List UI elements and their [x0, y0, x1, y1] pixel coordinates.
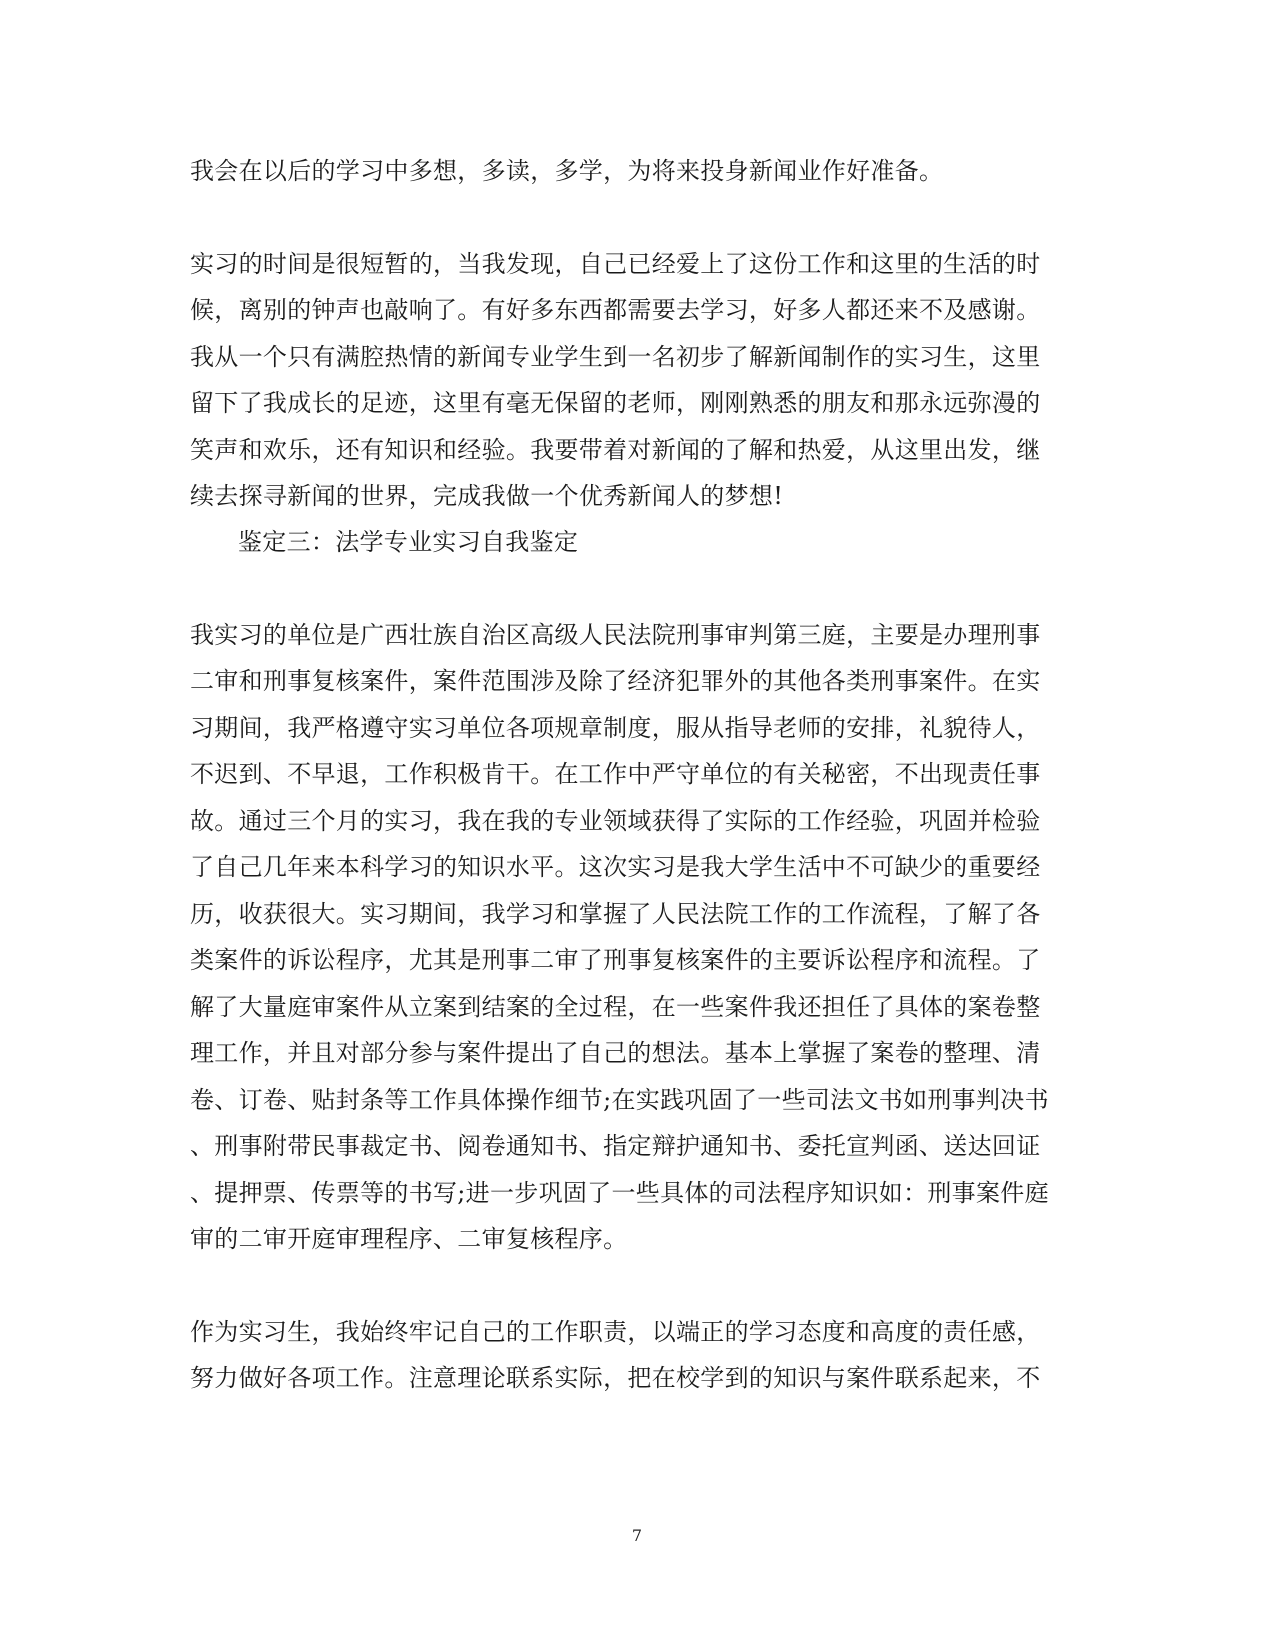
- paragraph-3-line: 习期间，我严格遵守实习单位各项规章制度，服从指导老师的安排，礼貌待人，: [190, 714, 1041, 742]
- paragraph-3-line: 、提押票、传票等的书写;进一步巩固了一些具体的司法程序知识如：刑事案件庭: [190, 1179, 1049, 1207]
- paragraph-2-line: 实习的时间是很短暂的，当我发现，自己已经爱上了这份工作和这里的生活的时: [190, 250, 1041, 278]
- paragraph-3-line: 类案件的诉讼程序，尤其是刑事二审了刑事复核案件的主要诉讼程序和流程。了: [190, 946, 1041, 974]
- paragraph-3-line: 二审和刑事复核案件，案件范围涉及除了经济犯罪外的其他各类刑事案件。在实: [190, 667, 1041, 695]
- paragraph-2-line: 候，离别的钟声也敲响了。有好多东西都需要去学习，好多人都还来不及感谢。: [190, 296, 1041, 324]
- paragraph-3-line: 审的二审开庭审理程序、二审复核程序。: [190, 1225, 628, 1253]
- paragraph-4-line: 努力做好各项工作。注意理论联系实际，把在校学到的知识与案件联系起来，不: [190, 1364, 1041, 1392]
- paragraph-2-line: 留下了我成长的足迹，这里有毫无保留的老师，刚刚熟悉的朋友和那永远弥漫的: [190, 389, 1041, 417]
- paragraph-3-line: 卷、订卷、贴封条等工作具体操作细节;在实践巩固了一些司法文书如刑事判决书: [190, 1086, 1049, 1114]
- paragraph-3-line: 理工作，并且对部分参与案件提出了自己的想法。基本上掌握了案卷的整理、清: [190, 1039, 1041, 1067]
- paragraph-3-line: 、刑事附带民事裁定书、阅卷通知书、指定辩护通知书、委托宣判函、送达回证: [190, 1132, 1041, 1160]
- paragraph-2-line: 笑声和欢乐，还有知识和经验。我要带着对新闻的了解和热爱，从这里出发，继: [190, 436, 1041, 464]
- paragraph-3-line: 了自己几年来本科学习的知识水平。这次实习是我大学生活中不可缺少的重要经: [190, 853, 1041, 881]
- paragraph-3-line: 故。通过三个月的实习，我在我的专业领域获得了实际的工作经验，巩固并检验: [190, 807, 1041, 835]
- paragraph-3-line: 不迟到、不早退，工作积极肯干。在工作中严守单位的有关秘密，不出现责任事: [190, 760, 1041, 788]
- paragraph-4-line: 作为实习生，我始终牢记自己的工作职责，以端正的学习态度和高度的责任感，: [190, 1318, 1041, 1346]
- paragraph-2-line: 我从一个只有满腔热情的新闻专业学生到一名初步了解新闻制作的实习生，这里: [190, 343, 1041, 371]
- section-heading: 鉴定三：法学专业实习自我鉴定: [238, 528, 579, 556]
- paragraph-3-line: 我实习的单位是广西壮族自治区高级人民法院刑事审判第三庭，主要是办理刑事: [190, 621, 1041, 649]
- page-number: 7: [631, 1526, 643, 1545]
- paragraph-3-line: 解了大量庭审案件从立案到结案的全过程，在一些案件我还担任了具体的案卷整: [190, 993, 1041, 1021]
- paragraph-2-line: 续去探寻新闻的世界，完成我做一个优秀新闻人的梦想!: [190, 482, 784, 510]
- paragraph-1-line: 我会在以后的学习中多想，多读，多学，为将来投身新闻业作好准备。: [190, 157, 944, 185]
- paragraph-3-line: 历，收获很大。实习期间，我学习和掌握了人民法院工作的工作流程，了解了各: [190, 900, 1041, 928]
